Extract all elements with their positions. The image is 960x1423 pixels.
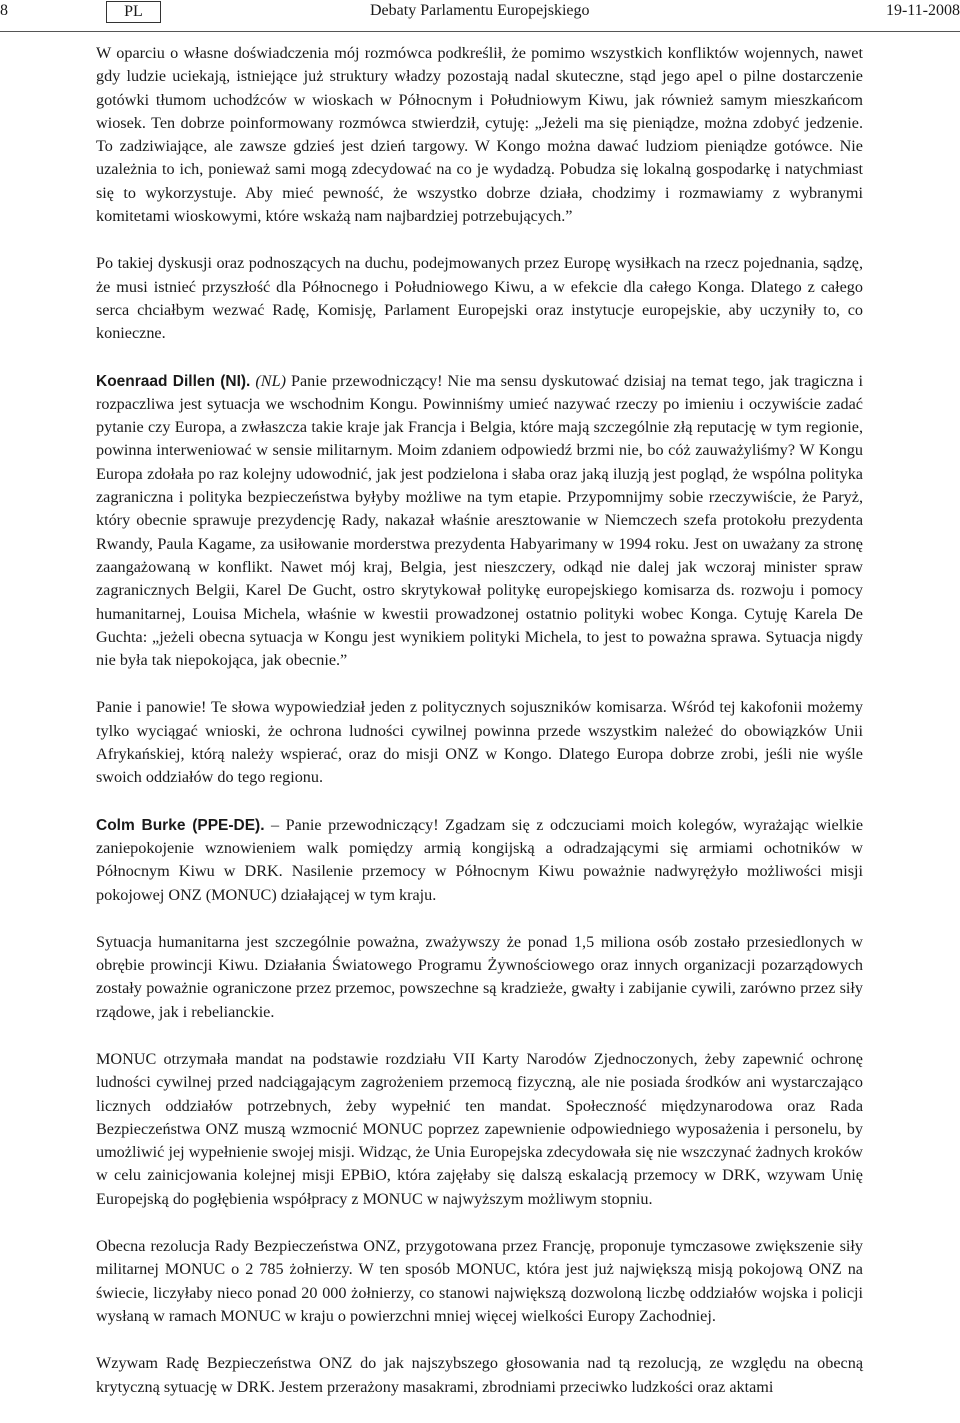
language-tag: (NL) [255, 371, 286, 390]
paragraph: Sytuacja humanitarna jest szczególnie poważna, zważywszy że ponad 1,5 miliona osób zostało przesiedlonych w obrębie prowincji Kiwu. Działania Światowego Programu Żywnościowego oraz innych organizacji pozarządowych zostały poważnie ograniczone przez przemoc, powszechne są kradzieże, gwałty i zabijanie cywili, zarówno przez siły rządowe, jak i rebelianckie. [96, 932, 863, 1021]
speaker-name: Koenraad Dillen (NI). [96, 372, 251, 390]
paragraph: W oparciu o własne doświadczenia mój rozmówca podkreślił, że pomimo wszystkich konfliktów wojennych, nawet gdy ludzie uciekają, istniejące już struktury władzy pozostają nadal skuteczne, stąd jego apel o pilne dostarczenie gotówki tłumom uchodźców w wioskach w Północnym i Południowym Kiwu, jak również samym mieszkańcom wiosek. Ten dobrze poinformowany rozmówca stwierdził, cytuję: „Jeżeli ma się pieniądze, można zdobyć jedzenie. To zadziwiające, ale zawsze gdzieś jest dzień targowy. W Kongo można dawać ludziom pieniądze gotówce. Nie uzależnia to ich, ponieważ sami mogą zdecydować na co je wydadzą. Pobudza się lokalną gospodarkę i natychmiast się to wykorzystuje. Aby mieć pewność, że wszystko dobrze działa, chodzimy i rozmawiamy z wybranymi komitetami wioskowymi, które wskażą nam najbardziej potrzebujących.” [96, 44, 863, 226]
paragraph: Koenraad Dillen (NI). (NL) Panie przewodniczący! Nie ma sensu dyskutować dzisiaj na temat tego, jak tragiczna i rozpaczliwa jest sytuacja we wschodnim Kongu. Powinniśmy umieć nazywać rzeczy po imieniu i oczywiście zadać pytanie czy Europa, a zwłaszcza takie kraje jak Francja i Belgia, które mają szczególnie złą reputację w tym regionie, powinna interweniować w sensie militarnym. Moim zdaniem odpowiedź brzmi nie, bo cóż zauważyliśmy? W Kongu Europa zdołała po raz kolejny udowodnić, jak jest podzielona i słaba oraz jaką iluzją jest pogląd, że wspólna polityka zagraniczna i polityka bezpieczeństwa byłyby możliwe na tym etapie. Przypomnijmy sobie rzeczywiście, że Paryż, który obecnie sprawuje prezydencję Rady, nakazał właśnie aresztowanie w Niemczech szefa protokołu prezydenta Rwandy, Paula Kagame, za usiłowanie morderstwa prezydenta Habyarimany w 1994 roku. Jest on uważany za stronę zaangażowaną w konflikt. Nawet mój kraj, Belgia, jest nieszczery, odkąd nie dalej jak wczoraj minister spraw zagranicznych Belgii, Karel De Gucht, ostro skrytykował politykę europejskiego komisarza ds. rozwoju i pomocy humanitarnej, Louisa Michela, właśnie w kwestii prowadzonej ostatnio polityki wobec Konga. Cytuję Karela De Guchta: „jeżeli obecna sytuacja w Kongu jest wynikiem polityki Michela, to jest to poważna sprawa. Sytuacja nigdy nie była tak niepokojąca, jak obecnie.” [96, 371, 864, 670]
paragraph: Obecna rezolucja Rady Bezpieczeństwa ONZ, przygotowana przez Francję, proponuje tymczasowe zwiększenie siły militarnej MONUC o 2 785 żołnierzy. W ten sposób MONUC, która jest już największą misją pokojową ONZ na świecie, liczyłaby nieco ponad 20 000 żołnierzy, co stanowi największą dozwoloną liczbę oddziałów wojska i policji wysłaną w ramach MONUC w kraju o powierzchni mniej więcej wielkości Europy Zachodniej. [96, 1237, 863, 1325]
paragraph: Colm Burke (PPE-DE). – Panie przewodniczący! Zgadzam się z odczuciami moich kolegów, wyrażając wielkie zaniepokojenie wznowieniem walk pomiędzy armią kongijską a odradzającymi się armiami ochotników w Północnym Kiwu w DRK. Nasilenie przemocy w Północnym Kiwu poważnie nadwyrężyło możliwości misji pokojowej ONZ (MONUC) działającej w tym kraju. [96, 815, 864, 904]
page-header [0, 0, 960, 30]
document-date: 19-11-2008 [885, 2, 960, 19]
page-number: 8 [0, 2, 8, 19]
document-body [96, 42, 863, 1423]
paragraph: Panie i panowie! Te słowa wypowiedział jeden z politycznych sojuszników komisarza. Wśród tej kakofonii możemy tylko wyciągać wnioski, że ochrona ludności cywilnej powinna przede wszystkim należeć do obowiązków Unii Afrykańskiej, którą należy wspierać, oraz do misji ONZ w Kongo. Dlatego Europa dobrze zrobi, jeśli nie wyśle swoich oddziałów do tego regionu. [96, 698, 863, 787]
speaker-name: Colm Burke (PPE-DE). [96, 816, 265, 834]
header-divider [0, 31, 960, 32]
paragraph: MONUC otrzymała mandat na podstawie rozdziału VII Karty Narodów Zjednoczonych, żeby zapewnić ochronę ludności cywilnej przed nadciągającym zagrożeniem przemocą fizyczną, ale nie posiada środków ani wystarczająco licznych oddziałów potrzebnych, żeby wypełnić ten mandat. Społeczność międzynarodowa oraz Rada Bezpieczeństwa ONZ muszą wzmocnić MONUC poprzez zapewnienie odpowiedniego wyposażenia i personelu, by umożliwić jej wypełnienie swojej misji. Widząc, że Unia Europejska zdecydowała się nie wszczynać żadnych kroków w celu zainicjowania kolejnej misji EPBiO, która zajęłaby się dalszą eskalacją przemocy w DRK, wzywam Unię Europejską do pogłębienia współpracy z MONUC w najwyższym możliwym stopniu. [96, 1049, 863, 1208]
document-title: Debaty Parlamentu Europejskiego [370, 2, 590, 19]
paragraph: Wzywam Radę Bezpieczeństwa ONZ do jak najszybszego głosowania nad tą rezolucją, ze względu na obecną krytyczną sytuację w DRK. Jestem przerażony masakrami, zbrodniami przeciwko ludzkości oraz aktami [96, 1354, 863, 1396]
language-badge: PL [106, 1, 161, 23]
paragraph: Po takiej dyskusji oraz podnoszących na duchu, podejmowanych przez Europę wysiłkach na rzecz pojednania, sądzę, że musi istnieć przyszłość dla Północnego i Południowego Kiwu, a w efekcie dla całego Konga. Dlatego z całego serca chciałbym wezwać Radę, Komisję, Parlament Europejski oraz instytucje europejskie, aby uczyniły to, co konieczne. [96, 254, 863, 343]
